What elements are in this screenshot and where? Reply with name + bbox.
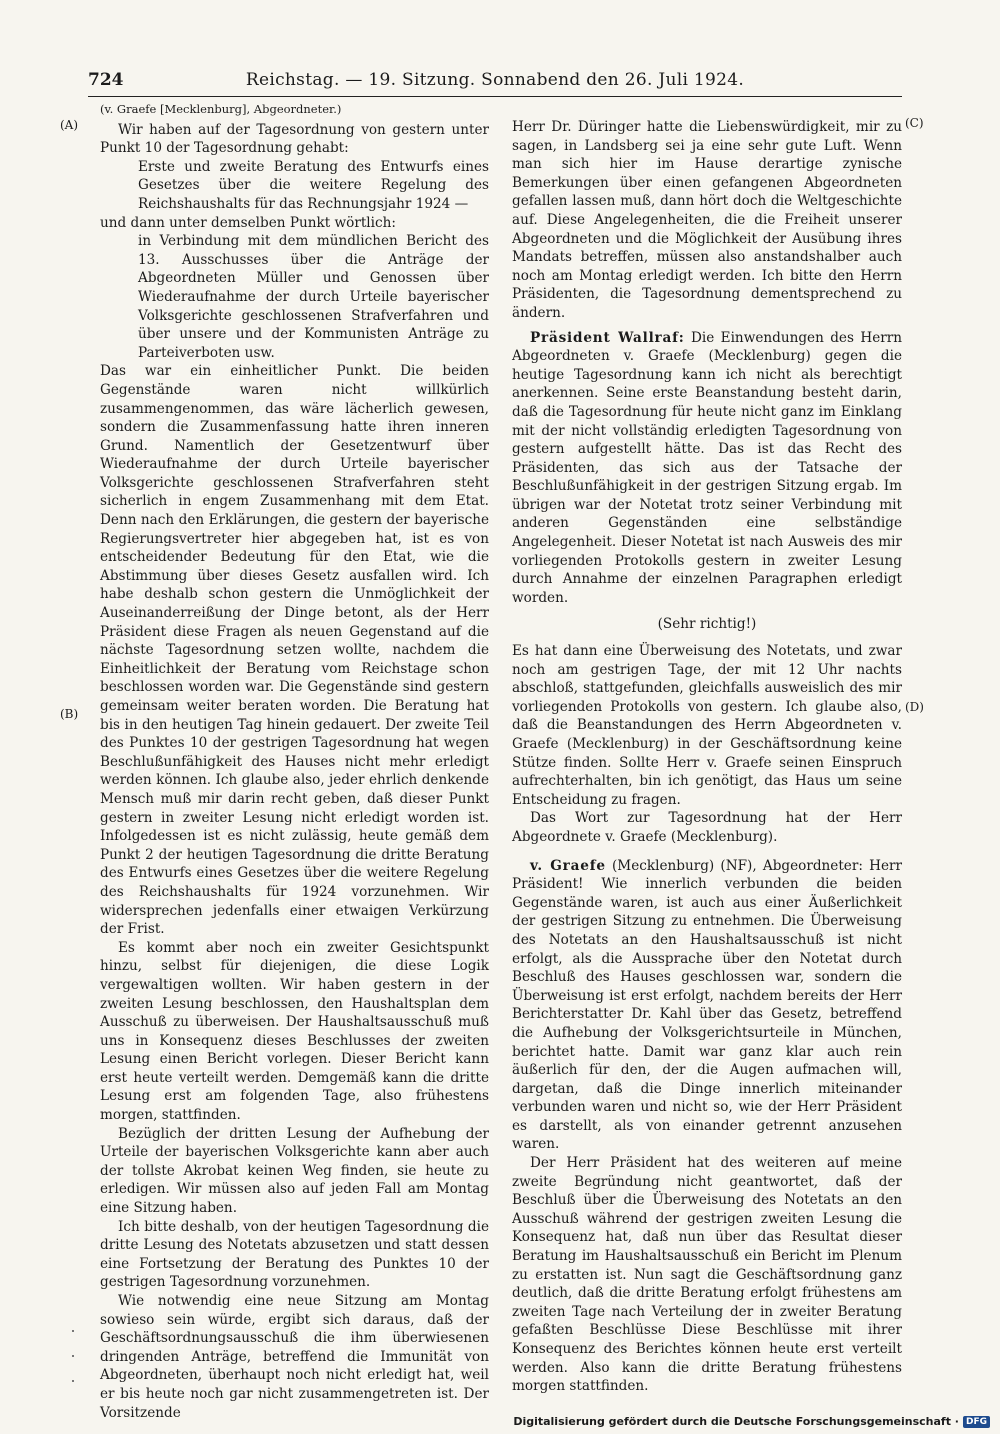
paragraph: Das war ein einheitlicher Punkt. Die beiden Gegenstände waren nicht willkürlich zusammengenommen, das wäre lächerlich gewesen, sondern die Zusammenfassung hatte ihren inneren Grund. Namentlich der Gesetzentwurf über Wiederaufnahme der durch Urteile bayerischer Volksgerichte geschlossenen Strafverfahren steht sicherlich in engem Zusammenhang mit dem Etat. Denn nach den Erklärungen, die gestern der bayerische Regierungsvertreter hier abgegeben hat, ist es von entscheidender Bedeutung für den Etat, wie die Abstimmung über dieses Gesetz ausfallen wird. Ich habe deshalb schon gestern die Unmöglichkeit der Auseinanderreißung der Dinge betont, als der Herr Präsident diese Fragen als neuen Gegenstand auf die nächste Tagesordnung setzen wollte, nachdem die Einheitlichkeit der Beratung vom Reichstage schon beschlossen worden war. Die Gegenstände sind gestern gemeinsam weiter beraten worden. Die Beratung hat bis in den heutigen Tag hinein gedauert. Der zweite Teil des Punktes 10 der gestrigen Tagesordnung hat wegen Beschlußunfähigkeit des Hauses nicht mehr erledigt werden können. Ich glaube also, jeder ehrlich denkende Mensch muß mir darin recht geben, daß dieser Punkt gestern in zweiter Lesung nicht erledigt worden ist. Infolgedessen ist es nicht zulässig, heute gemäß dem Punkt 2 der heutigen Tagesordnung die dritte Beratung des Entwurfs eines Gesetzes über die weitere Regelung des Reichshaushalts für 1924 vorzunehmen. Wir widersprechen jedenfalls einer etwaigen Verkürzung der Frist.: [100, 363, 489, 938]
right-column: [512, 118, 902, 1396]
speech-text: Die Einwendungen des Herrn Abgeordneten v. Graefe (Mecklenburg) gegen die heutige Tagesordnung kann ich nicht als berechtigt anerkennen. Seine erste Beanstandung besteht darin, daß die Tagesordnung für heute nicht ganz im Einklang mit der nicht vollständig erledigten Tagesordnung von gestern aufgestellt hätte. Das ist das Recht des Präsidenten, das sich aus der Tatsache der Beschlußunfähigkeit in der gestrigen Sitzung ergab. Im übrigen war der Notetat trotz seiner Verbindung mit anderen Gegenständen eine selbständige Angelegenheit. Dieser Notetat ist nach Ausweis des mir vorliegenden Protokolls gestern in zweiter Lesung durch Annahme der einzelnen Paragraphen erledigt worden.: [512, 329, 902, 606]
left-column: [100, 100, 489, 1422]
continued-speaker-head: (v. Graefe [Mecklenburg], Abgeordneter.): [100, 102, 342, 116]
paragraph: Es hat dann eine Überweisung des Notetats, und zwar noch am gestrigen Tage, der mit 12 Uhr nachts abschloß, stattgefunden, gleichfalls ausweislich des mir vorliegenden Protokolls von gestern. Ich glaube also, daß die Beanstandungen des Herrn Abgeordneten v. Graefe (Mecklenburg) in der Geschäftsordnung keine Stütze finden. Sollte Herr v. Graefe seinen Einspruch aufrechterhalten, bin ich genötigt, das Haus um seine Entscheidung zu fragen.: [512, 643, 902, 808]
margin-mark-c: (C): [905, 116, 924, 130]
paragraph: und dann unter demselben Punkt wörtlich:: [100, 214, 396, 231]
paragraph: Ich bitte deshalb, von der heutigen Tagesordnung die dritte Lesung des Notetats abzusetzen und statt dessen eine Fortsetzung der Beratung des Punktes 10 der gestrigen Tagesordnung vorzunehmen.: [100, 1218, 489, 1291]
page-number: 724: [88, 70, 124, 90]
speaker-name: v. Graefe: [530, 857, 606, 874]
footer-credit: Digitalisierung gefördert durch die Deutsche Forschungsgemeinschaft ·: [513, 1415, 959, 1428]
paragraph: Wie notwendig eine neue Sitzung am Montag sowieso sein würde, ergibt sich daraus, daß der Geschäftsordnungsausschuß die ihm überwiesenen dringenden Anträge, betreffend die Immunität von Abgeordneten, überhaupt noch nicht erledigt hat, weil er bis heute noch gar nicht zusammengetreten ist. Der Vorsitzende: [100, 1293, 489, 1421]
margin-tick: [72, 1380, 74, 1382]
dfg-logo-icon: DFG: [963, 1416, 990, 1428]
paragraph: Es kommt aber noch ein zweiter Gesichtspunkt hinzu, selbst für diejenigen, die diese Logik vergewaltigen wollten. Wir haben gestern in der zweiten Lesung beschlossen, den Haushaltsplan dem Ausschuß zu überweisen. Der Haushaltsausschuß muß uns in Konsequenz dieses Beschlusses der zweiten Lesung einen Bericht vorlegen. Dieser Bericht kann erst heute verteilt werden. Demgemäß kann die dritte Lesung erst am folgenden Tage, also frühestens morgen, stattfinden.: [100, 939, 489, 1124]
paragraph: Das Wort zur Tagesordnung hat der Herr Abgeordnete v. Graefe (Mecklenburg).: [512, 810, 902, 845]
margin-tick: [72, 1355, 74, 1357]
margin-mark-d: (D): [905, 700, 924, 714]
paragraph: Der Herr Präsident hat des weiteren auf meine zweite Begründung nicht geantwortet, daß der Beschluß über die Überweisung des Notetats an den Ausschuß während der gestrigen zweiten Lesung die Konsequenz hat, daß nun über das Resultat dieser Beratung im Haushaltsausschuß ein Bericht im Plenum zu erstatten ist. Nun sagt die Geschäftsordnung ganz deutlich, daß die dritte Beratung erfolgt frühestens am zweiten Tage nach Verteilung der in zweiter Beratung gefaßten Beschlüsse Diese Beschlüsse mit ihrer Konsequenz des Berichtes können heute erst verteilt werden. Also kann die dritte Beratung frühestens morgen stattfinden.: [512, 1155, 902, 1395]
quoted-agenda-item: in Verbindung mit dem mündlichen Bericht des 13. Ausschusses über die Anträge der Abgeordneten Müller und Genossen über Wiederaufnahme der durch Urteile bayerischer Volksgerichte geschlossenen Strafverfahren und über unsere und der Kommunisten Anträge zu Parteiverboten usw.: [138, 233, 489, 361]
margin-mark-a: (A): [60, 118, 79, 132]
margin-mark-b: (B): [60, 707, 79, 721]
paragraph: Bezüglich der dritten Lesung der Aufhebung der Urteile der bayerischen Volksgerichte kann aber auch der tollste Akrobat keinen Weg finden, sie heute zu erledigen. Wir müssen also auf jeden Fall am Montag eine Sitzung haben.: [100, 1125, 489, 1217]
quoted-agenda-item: Erste und zweite Beratung des Entwurfs eines Gesetzes über die weitere Regelung des Reichshaushalts für das Rechnungsjahr 1924 —: [138, 158, 489, 212]
speech-president: [512, 329, 902, 608]
paragraph: Wir haben auf der Tagesordnung von gestern unter Punkt 10 der Tagesordnung gehabt:: [100, 121, 489, 157]
page-header: [88, 70, 902, 97]
running-head: Reichstag. — 19. Sitzung. Sonnabend den 26. Juli 1924.: [245, 70, 745, 90]
interjection: (Sehr richtig!): [657, 616, 757, 633]
speech-text: (Mecklenburg) (NF), Abgeordneter: Herr Präsident! Wie innerlich verbunden die beiden Gegenstände waren, ist auch aus einer Äußerlichkeit der gestrigen Sitzung zu entnehmen. Die Überweisung des Notetats an den Haushaltsausschuß ist nicht erfolgt, als die Aussprache über den Notetat durch Beschluß des Hauses geschlossen war, sondern die Überweisung ist erst erfolgt, nachdem bereits der Herr Berichterstatter Dr. Kahl über das Gesetz, betreffend die Aufhebung der Volksgerichtsurteile in München, berichtet hatte. Damit war ganz klar auch rein äußerlich für den, der die Augen aufmachen will, dargetan, daß die Dinge innerlich miteinander verbunden waren und nicht so, wie der Herr Präsident es darstellt, als von einander getrennt anzusehen waren.: [512, 857, 902, 1153]
margin-tick: [72, 1330, 74, 1332]
speech-graefe: [512, 857, 902, 1155]
paragraph: Herr Dr. Düringer hatte die Liebenswürdigkeit, mir zu sagen, in Landsberg sei ja eine sehr gute Luft. Wenn man sich hier im Hause derartige zynische Bemerkungen über einen gefangenen Abgeordneten gefallen lassen muß, dann hört doch die Weltgeschichte auf. Diese Angelegenheiten, die die Freiheit unserer Abgeordneten und die Möglichkeit der Ausübung ihres Mandats betreffen, müssen also anstandshalber auch noch am Montag erledigt werden. Ich bitte den Herrn Präsidenten, die Tagesordnung dementsprechend zu ändern.: [512, 119, 902, 321]
footer: [513, 1415, 990, 1428]
speaker-name: Präsident Wallraf:: [530, 329, 685, 346]
